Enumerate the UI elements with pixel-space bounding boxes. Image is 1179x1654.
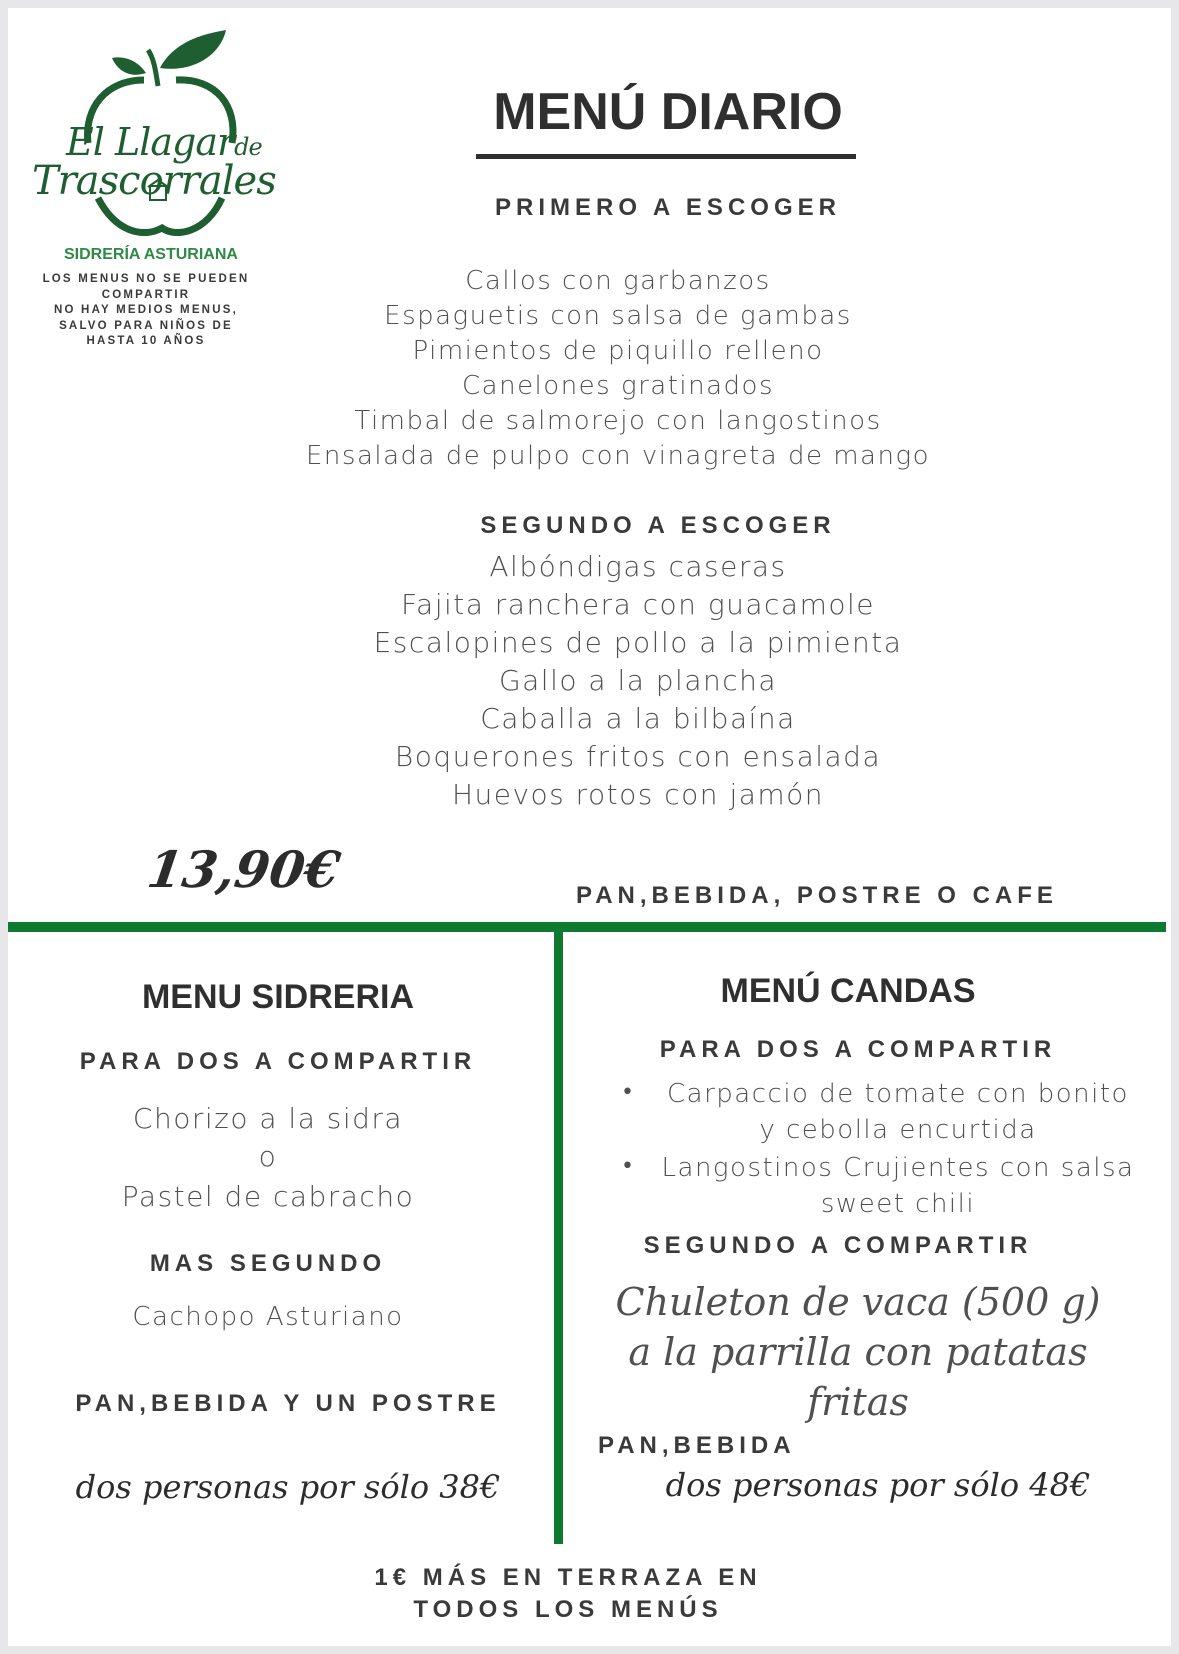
menu-page (8, 8, 1171, 1646)
restaurant-logo (26, 28, 306, 268)
sidreria-title: MENU SIDRERIA (141, 978, 415, 1016)
list-item: Gallo a la plancha (498, 664, 778, 697)
candas-title: MENÚ CANDAS (720, 972, 976, 1010)
list-item: • Carpaccio de tomate con bonito y cebolla encurtida (621, 1079, 1129, 1145)
candas-includes: PAN,BEBIDA (598, 1432, 796, 1459)
list-item: Pimientos de piquillo relleno (412, 336, 824, 366)
daily-price: 13,90€ (143, 840, 344, 899)
candas-price: dos personas por sólo 48€ (665, 1466, 1091, 1504)
daily-menu-title: MENÚ DIARIO (493, 83, 843, 141)
logo-name-line1: El Llagarde (66, 120, 262, 164)
list-item: Escalopines de pollo a la pimienta (373, 626, 903, 659)
sidreria-includes: PAN,BEBIDA Y UN POSTRE (75, 1390, 501, 1417)
logo-subtitle: SIDRERÍA ASTURIANA (64, 246, 238, 263)
second-course-list (268, 548, 1008, 814)
candas-starter-list (613, 1076, 1143, 1224)
sidreria-option-1: Chorizo a la sidra (132, 1102, 404, 1135)
list-item: Huevos rotos con jamón (451, 778, 825, 811)
list-item: Boquerones fritos con ensalada (394, 740, 882, 773)
terrace-notice-line-1: 1€ MÁS EN TERRAZA EN (374, 1564, 762, 1591)
sidreria-share-heading: PARA DOS A COMPARTIR (79, 1048, 477, 1075)
sidreria-or: o (258, 1140, 278, 1173)
list-item: Caballa a la bilbaína (480, 702, 796, 735)
second-course-heading: SEGUNDO A ESCOGER (480, 512, 836, 539)
logo-name-line2: Trascorrales (32, 158, 276, 204)
candas-share-heading: PARA DOS A COMPARTIR (659, 1036, 1057, 1063)
first-course-list (238, 264, 998, 474)
sharing-notice: LOS MENUS NO SE PUEDEN COMPARTIR NO HAY MEDIOS MENUS, SALVO PARA NIÑOS DE HASTA 10 AÑOS (42, 273, 250, 347)
sidreria-plus-heading: MAS SEGUNDO (149, 1250, 387, 1277)
candas-main-line-2: a la parrilla con patatas (628, 1330, 1088, 1374)
list-item: Callos con garbanzos (465, 266, 771, 296)
sidreria-option-2: Pastel de cabracho (121, 1180, 415, 1213)
bullet-icon: • (621, 1154, 634, 1179)
bullet-icon: • (621, 1080, 634, 1105)
candas-main-line-3: fritas (807, 1380, 909, 1424)
daily-includes: PAN,BEBIDA, POSTRE O CAFE (576, 882, 1058, 909)
list-item: Fajita ranchera con guacamole (401, 588, 875, 621)
vertical-divider (554, 932, 563, 1544)
sidreria-main: Cachopo Asturiano (132, 1302, 404, 1332)
title-underline (476, 154, 856, 159)
first-course-heading: PRIMERO A ESCOGER (495, 194, 841, 221)
candas-main-line-1: Chuleton de vaca (500 g) (615, 1280, 1101, 1324)
list-item: Canelones gratinados (462, 371, 774, 401)
list-item: Albóndigas caseras (489, 550, 787, 583)
terrace-notice-line-2: TODOS LOS MENÚS (413, 1596, 723, 1623)
list-item: Timbal de salmorejo con langostinos (354, 406, 882, 436)
sidreria-price: dos personas por sólo 38€ (75, 1468, 501, 1506)
candas-second-heading: SEGUNDO A COMPARTIR (643, 1232, 1033, 1259)
horizontal-divider (8, 922, 1166, 932)
list-item: Espaguetis con salsa de gambas (384, 301, 852, 331)
list-item: • Langostinos Crujientes con salsa sweet chili (621, 1153, 1135, 1219)
list-item: Ensalada de pulpo con vinagreta de mango (306, 441, 930, 471)
